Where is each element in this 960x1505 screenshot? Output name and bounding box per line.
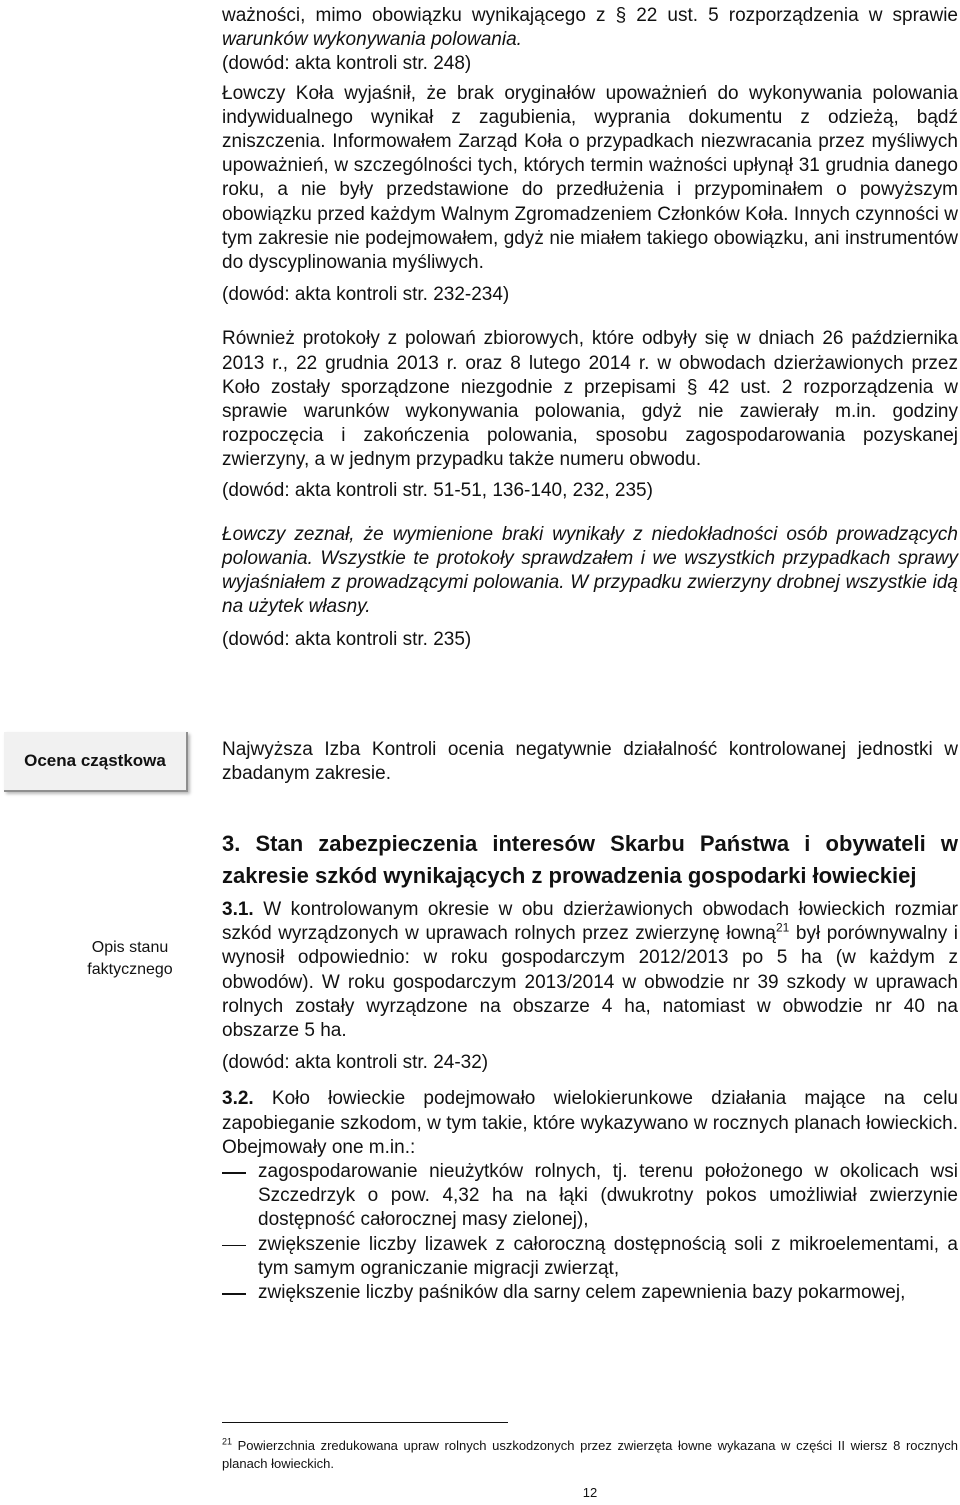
assessment-label: Ocena cząstkowa <box>24 751 166 770</box>
top-line-1: ważności, mimo obowiązku wynikającego z § 22 ust. 5 rozporządzenia w sprawie <box>222 5 958 26</box>
footnote-separator <box>222 1422 508 1423</box>
dash-marker-icon <box>222 1293 246 1295</box>
dash-marker-icon <box>222 1172 246 1174</box>
facts-side-label: Opis stanu faktycznego <box>87 939 173 978</box>
paragraph-3-2-number: 3.2. <box>222 1088 254 1110</box>
section-3-block <box>222 828 958 1305</box>
paragraph-3-1-text-a: W kontrolowanym okresie w obu dzierżawionych obwodach łowieckich rozmiar szkód wyrządzonych w uprawach rolnych przez zwierzynę łowną <box>222 899 958 945</box>
evidence-ref-3: (dowód: akta kontroli str. 51-51, 136-140, 232, 235) <box>222 479 653 501</box>
paragraph-3-2-text: Koło łowieckie podejmowało wielokierunkowe działania mające na celu zapobieganie szkodom, w tym takie, które wykazywano w rocznych planach łowieckich. Obejmowały one m.in.: <box>222 1088 958 1158</box>
footnote <box>222 1437 958 1473</box>
evidence-ref-2: (dowód: akta kontroli str. 232-234) <box>222 284 510 306</box>
dash-marker-icon <box>222 1245 246 1247</box>
footnote-ref-21: 21 <box>776 920 790 935</box>
paragraph-lowczy-explanation: Łowczy Koła wyjaśnił, że brak oryginałów upoważnień do wykonywania polowania indywidualnego wynikał z zagubienia, wyprania dokumentu z odzieżą, bądź zniszczenia. Informowałem Zarząd Koła o przypadkach niezwracania przez myśliwych upoważnień, w szczególności tych, których termin ważności upłynął 31 grudnia danego roku, a nie były przedstawione do przedłużenia i przypominałem o powyższym obowiązku przed każdym Walnym Zgromadzeniem Członków Koła. Innych czynności w tym zakresie nie podejmowałem, gdyż nie miałem takiego obowiązku, ani instrumentów do dyscyplinowania myśliwych. <box>222 82 958 274</box>
list-item: zwiększenie liczby paśników dla sarny celem zapewnienia bazy pokarmowej, <box>222 1281 958 1305</box>
assessment-block <box>222 738 958 786</box>
top-line-2: warunków wykonywania polowania. <box>222 29 522 51</box>
paragraph-3-1-number: 3.1. <box>222 899 254 920</box>
paragraph-protocols: Również protokoły z polowań zbiorowych, które odbyły się w dniach 26 października 2013 r., 22 grudnia 2013 r. oraz 8 lutego 2014 r. w obwodach dzierżawionych przez Koło zostały sporządzone niezgodnie z przepisami § 42 ust. 2 rozporządzenia w sprawie warunków wykonywania polowania, gdyż nie zawierały m.in. godziny rozpoczęcia i zakończenia polowania, sposobu zagospodarowania pozyskanej zwierzyny, a w jednym przypadku także numeru obwodu. <box>222 328 958 471</box>
page-number: 12 <box>582 1485 598 1500</box>
evidence-ref-1: (dowód: akta kontroli str. 248) <box>222 53 472 75</box>
paragraph-lowczy-testimony: Łowczy zeznał, że wymienione braki wynikały z niedokładności osób prowadzących polowania. Wszystkie te protokoły sprawdzałem i we wszystkich przypadkach sprawy wyjaśniałem z prowadzącymi polowania. W przypadku zwierzyny drobnej wszystkie idą na użytek własny. <box>222 523 958 618</box>
evidence-ref-4: (dowód: akta kontroli str. 235) <box>222 628 472 650</box>
list-item: zwiększenie liczby lizawek z całoroczną dostępnością soli z mikroelementami, a tym samym ograniczanie migracji zwierząt, <box>222 1233 958 1281</box>
evidence-ref-5: (dowód: akta kontroli str. 24-32) <box>222 1052 489 1074</box>
paragraph-3-1 <box>222 898 958 1043</box>
assessment-label-box <box>4 732 188 792</box>
footnote-number: 21 <box>222 1436 233 1447</box>
section-3-heading: 3. Stan zabezpieczenia interesów Skarbu Państwa i obywateli w zakresie szkód wynikających z prowadzenia gospodarki łowieckiej <box>222 831 958 888</box>
paragraph-3-2 <box>222 1087 958 1160</box>
footnote-text: Powierzchnia zredukowana upraw rolnych uszkodzonych przez zwierzęta łowne wykazana w części II wiersz 8 rocznych planach łowieckich. <box>222 1438 958 1471</box>
paragraph-3-1-text-b: był porównywalny i wynosił odpowiednio: w roku gospodarczym 2012/2013 po 5 ha (w każdym z obwodów). W roku gospodarczym 2013/2014 w obwodzie nr 39 szkody w uprawach rolnych zostały wyrządzone na obszarze 4 ha, natomiast w obwodzie nr 40 na obszarze 5 ha. <box>222 923 958 1042</box>
measures-list <box>222 1160 958 1305</box>
assessment-text: Najwyższa Izba Kontroli ocenia negatywnie działalność kontrolowanej jednostki w zbadanym zakresie. <box>222 739 958 785</box>
top-block <box>222 4 958 652</box>
list-item: zagospodarowanie nieużytków rolnych, tj. terenu położonego w okolicach wsi Szczedrzyk o pow. 4,32 ha na łąki (dwukrotny pokos umożliwiał zwierzynie dostępność całorocznej masy zielonej), <box>222 1160 958 1233</box>
